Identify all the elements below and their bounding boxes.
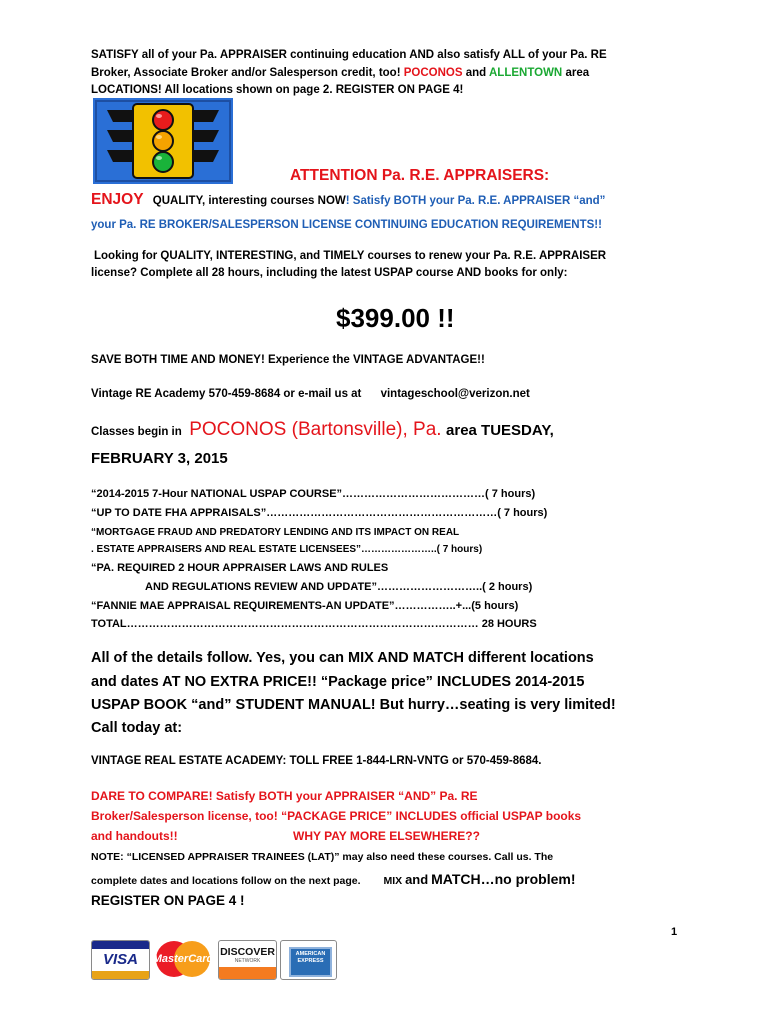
looking-line-1: Looking for QUALITY, INTERESTING, and TIMELY courses to renew your Pa. R.E. APPRAISER — [94, 250, 607, 262]
note-match: MATCH…no problem! — [431, 871, 576, 887]
classes-area: area TUESDAY, — [446, 422, 554, 439]
mastercard-label: MasterCard — [152, 953, 214, 965]
enjoy-line-1 — [91, 191, 605, 209]
classes-location: POCONOS (Bartonsville), Pa. — [189, 419, 442, 440]
header-line-3: LOCATIONS! All locations shown on page 2. REGISTER ON PAGE 4! — [91, 84, 464, 96]
note-complete-dates: complete dates and locations follow on the next page. — [91, 875, 361, 887]
traffic-light-image — [93, 98, 233, 184]
header-line-2 — [91, 64, 589, 82]
course-fraud-line-2: . ESTATE APPRAISERS AND REAL ESTATE LICENSEES”…………………..( 7 hours) — [91, 544, 483, 555]
contact-line — [91, 385, 530, 403]
price: $399.00 !! — [336, 303, 455, 333]
course-uspap: “2014-2015 7-Hour NATIONAL USPAP COURSE”…………………………………( 7 hours) — [91, 488, 536, 500]
header-area: area — [565, 67, 590, 79]
header-allentown: ALLENTOWN — [488, 67, 563, 79]
amex-card-logo — [280, 940, 337, 980]
enjoy-black-text: QUALITY, interesting courses NOW — [152, 195, 346, 207]
details-line-4: Call today at: — [91, 720, 183, 736]
save-line: SAVE BOTH TIME AND MONEY! Experience the VINTAGE ADVANTAGE!! — [91, 354, 485, 366]
course-fannie-mae: “FANNIE MAE APPRAISAL REQUIREMENTS-AN UPDATE”……………..+...(5 hours) — [91, 600, 519, 612]
enjoy-line-2: your Pa. RE BROKER/SALESPERSON LICENSE CONTINUING EDUCATION REQUIREMENTS!! — [91, 219, 602, 231]
discover-network-label: NETWORK — [234, 958, 261, 964]
visa-label: VISA — [102, 951, 138, 968]
enjoy-word: ENJOY — [91, 191, 144, 208]
note-mix: MIX — [383, 875, 403, 887]
dare-handouts: and handouts!! — [91, 829, 178, 843]
dare-line-2: Broker/Salesperson license, too! “PACKAGE PRICE” INCLUDES official USPAP books — [91, 809, 582, 823]
mastercard-logo — [152, 940, 214, 978]
course-fraud-line-1: “MORTGAGE FRAUD AND PREDATORY LENDING AND ITS IMPACT ON REAL — [91, 527, 460, 538]
classes-begin: Classes begin in — [91, 426, 182, 438]
classes-date: FEBRUARY 3, 2015 — [91, 450, 228, 467]
details-line-3: USPAP BOOK “and” STUDENT MANUAL! But hurry…seating is very limited! — [91, 697, 616, 713]
page-number: 1 — [671, 926, 678, 938]
visa-card-logo — [91, 940, 150, 980]
dare-line-1: DARE TO COMPARE! Satisfy BOTH your APPRAISER “AND” Pa. RE — [91, 789, 478, 803]
amex-label: AMERICAN EXPRESS — [295, 951, 326, 964]
header-line-1: SATISFY all of your Pa. APPRAISER continuing education AND also satisfy ALL of your Pa. RE — [91, 49, 607, 61]
details-line-2: and dates AT NO EXTRA PRICE!! “Package price” INCLUDES 2014-2015 — [91, 674, 585, 690]
enjoy-blue-text: ! Satisfy BOTH your Pa. R.E. APPRAISER “and” — [345, 195, 606, 207]
note-line-1: NOTE: “LICENSED APPRAISER TRAINEES (LAT)” may also need these courses. Call us. The — [91, 851, 554, 863]
course-total: TOTAL…………………………………………………………………………………… 28 HOURS — [91, 618, 537, 630]
classes-line — [91, 419, 554, 441]
dare-why-pay-more: WHY PAY MORE ELSEWHERE?? — [293, 829, 480, 843]
discover-label: DISCOVER — [220, 946, 275, 958]
dare-line-3 — [91, 826, 480, 846]
register-line: REGISTER ON PAGE 4 ! — [91, 893, 245, 908]
course-pa-laws-line-2: AND REGULATIONS REVIEW AND UPDATE”………………………..( 2 hours) — [145, 581, 533, 593]
course-pa-laws-line-1: “PA. REQUIRED 2 HOUR APPRAISER LAWS AND RULES — [91, 562, 389, 574]
note-and: and — [405, 872, 429, 887]
header-poconos: POCONOS — [403, 67, 463, 79]
contact-email[interactable]: vintageschool@verizon.net — [380, 388, 530, 400]
header-text: Broker, Associate Broker and/or Salesperson credit, too! — [91, 67, 401, 79]
contact-label: Vintage RE Academy 570-459-8684 or e-mail us at — [91, 388, 362, 400]
header-and: and — [465, 67, 487, 79]
details-line-1: All of the details follow. Yes, you can MIX AND MATCH different locations — [91, 650, 594, 666]
tollfree-line: VINTAGE REAL ESTATE ACADEMY: TOLL FREE 1-844-LRN-VNTG or 570-459-8684. — [91, 755, 542, 767]
note-line-2 — [91, 869, 576, 891]
discover-card-logo — [218, 940, 277, 980]
course-fha: “UP TO DATE FHA APPRAISALS”………………………………………………………( 7 hours) — [91, 507, 548, 519]
looking-line-2: license? Complete all 28 hours, including the latest USPAP course AND books for only: — [91, 267, 568, 279]
attention-heading: ATTENTION Pa. R.E. APPRAISERS: — [290, 167, 550, 184]
